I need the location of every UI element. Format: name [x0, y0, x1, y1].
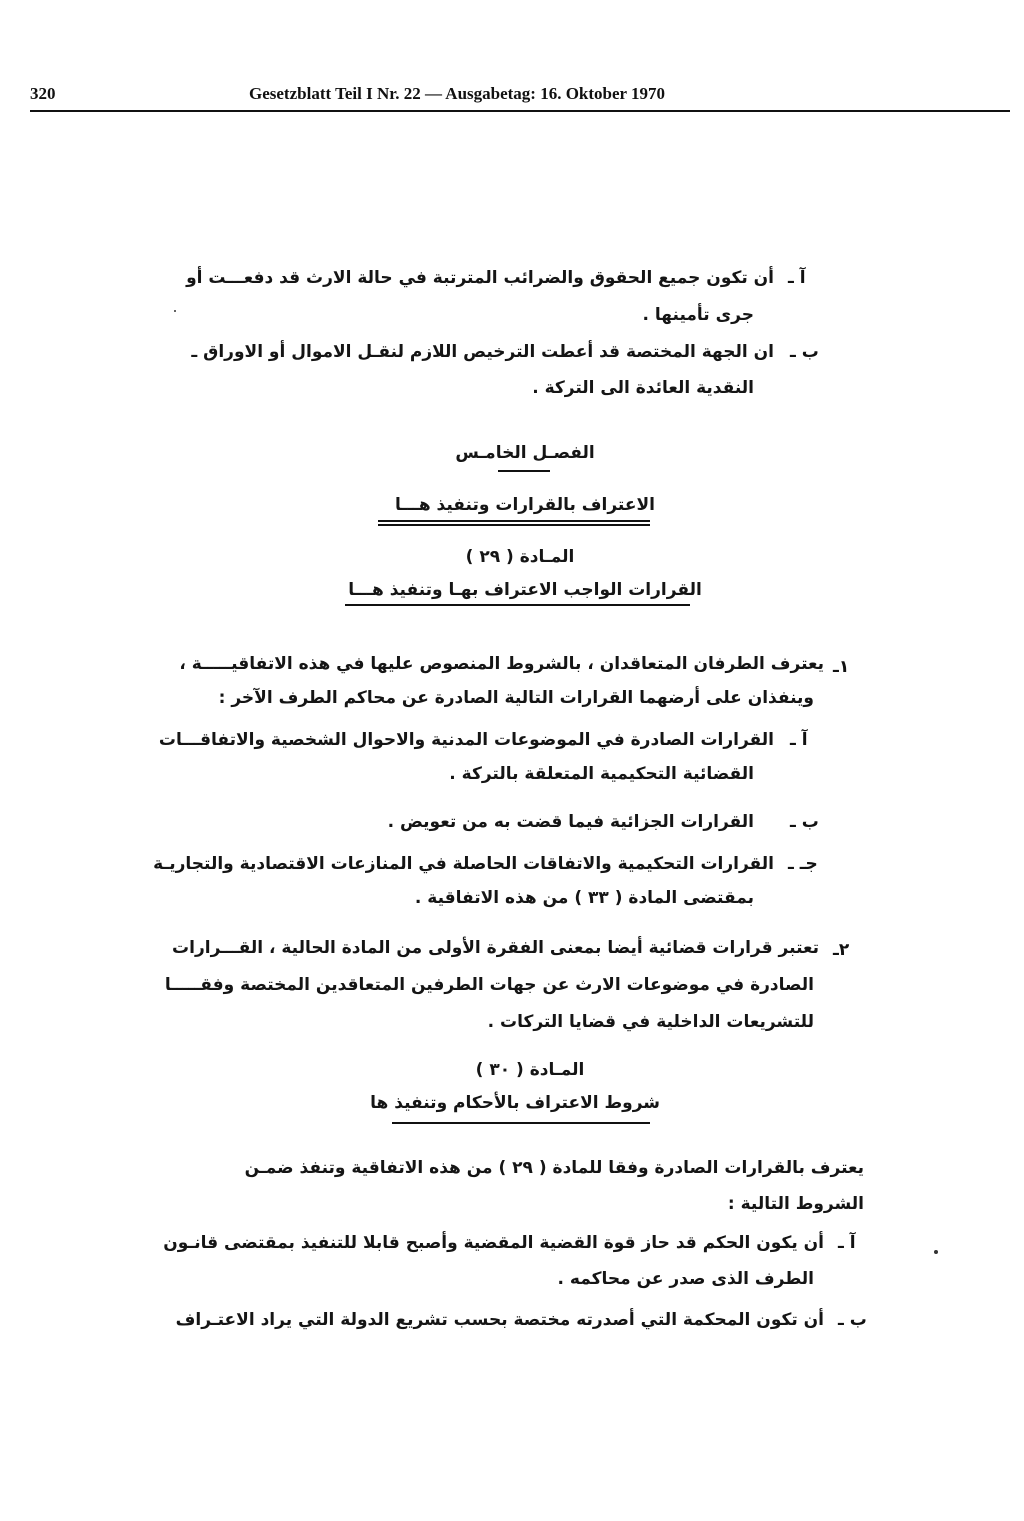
article-29-title: المـادة ( ٢٩ ) [465, 547, 575, 567]
page-number: 320 [30, 84, 56, 103]
top-item-a-line1: أن تكون جميع الحقوق والضرائب المترتبة في حالة الارث قد دفعـــت أو [186, 268, 774, 288]
article-30-subtitle: شروط الاعتراف بالأحكام وتنفيذ ها [370, 1093, 660, 1113]
article-29-p2-line1: تعتبر قرارات قضائية أيضا بمعنى الفقرة الأولى من المادة الحالية ، القـــرارات [172, 938, 819, 958]
article-30-a-line2: الطرف الذى صدر عن محاكمه . [557, 1269, 814, 1289]
chapter-subtitle-underline [378, 520, 650, 526]
header-rule [30, 110, 1010, 112]
para-2-marker: ٢ـ [833, 940, 850, 960]
chapter-title-underline [498, 470, 550, 472]
article-30-title: المـادة ( ٣٠ ) [475, 1060, 585, 1080]
article-29-b-line1: القرارات الجزائية فيما قضت به من تعويض . [387, 812, 754, 832]
article-29-p1-line2: وينفذان على أرضهما القرارات التالية الصادرة عن محاكم الطرف الآخر : [218, 688, 814, 708]
scan-speck [934, 1250, 938, 1254]
item-b-marker: ب ـ [790, 342, 819, 362]
journal-title: Gesetzblatt Teil I Nr. 22 — Ausgabetag: 16. Oktober 1970 [249, 84, 666, 103]
item-b-marker: ب ـ [838, 1310, 867, 1330]
article-29-subtitle: القرارات الواجب الاعتراف بهـا وتنفيذ هـــا [348, 580, 702, 600]
article-29-c-line1: القرارات التحكيمية والاتفاقات الحاصلة في المنازعات الاقتصادية والتجاريـة [153, 854, 774, 874]
item-a-marker: آ ـ [788, 268, 806, 288]
scan-speck [174, 310, 176, 312]
para-1-marker: ١ـ [833, 657, 850, 677]
article-29-c-line2: بمقتضى المادة ( ٣٣ ) من هذه الاتفاقية . [414, 888, 754, 908]
item-c-marker: جـ ـ [788, 854, 818, 874]
article-30-b-line1: أن تكون المحكمة التي أصدرته مختصة بحسب تشريع الدولة التي يراد الاعتـراف [175, 1310, 824, 1330]
article-29-a-line2: القضائية التحكيمية المتعلقة بالتركة . [449, 764, 754, 784]
chapter-title: الفصـل الخامـس [455, 443, 595, 463]
article-30-a-line1: أن يكون الحكم قد حاز قوة القضية المقضية وأصبح قابلا للتنفيذ بمقتضى قانـون [163, 1233, 824, 1253]
article-30-intro-line2: الشروط التالية : [727, 1194, 864, 1214]
top-item-a-line2: جرى تأمينها . [642, 305, 754, 325]
article-30-intro-line1: يعترف بالقرارات الصادرة وفقا للمادة ( ٢٩ ) من هذه الاتفاقية وتنفذ ضمـن [244, 1158, 864, 1178]
top-item-b-line2: النقدية العائدة الى التركة . [532, 378, 754, 398]
article-29-p2-line2: الصادرة في موضوعات الارث عن جهات الطرفين المتعاقدين المختصة وفقـــــا [164, 975, 814, 995]
article-29-subtitle-underline [345, 604, 690, 606]
chapter-subtitle: الاعتراف بالقرارات وتنفيذ هـــا [395, 495, 655, 515]
article-30-subtitle-underline [392, 1122, 650, 1124]
top-item-b-line1: ان الجهة المختصة قد أعطت الترخيص اللازم لنقـل الاموال أو الاوراق ـ [191, 342, 774, 362]
article-29-a-line1: القرارات الصادرة في الموضوعات المدنية والاحوال الشخصية والاتفاقـــات [158, 730, 774, 750]
item-b-marker: ب ـ [790, 812, 819, 832]
article-29-p1-line1: يعترف الطرفان المتعاقدان ، بالشروط المنصوص عليها في هذه الاتفاقيـــــة ، [179, 654, 824, 674]
item-a-marker: آ ـ [790, 730, 808, 750]
page-header [30, 84, 1010, 108]
article-29-p2-line3: للتشريعات الداخلية في قضايا التركات . [487, 1012, 814, 1032]
item-a-marker: آ ـ [838, 1233, 856, 1253]
